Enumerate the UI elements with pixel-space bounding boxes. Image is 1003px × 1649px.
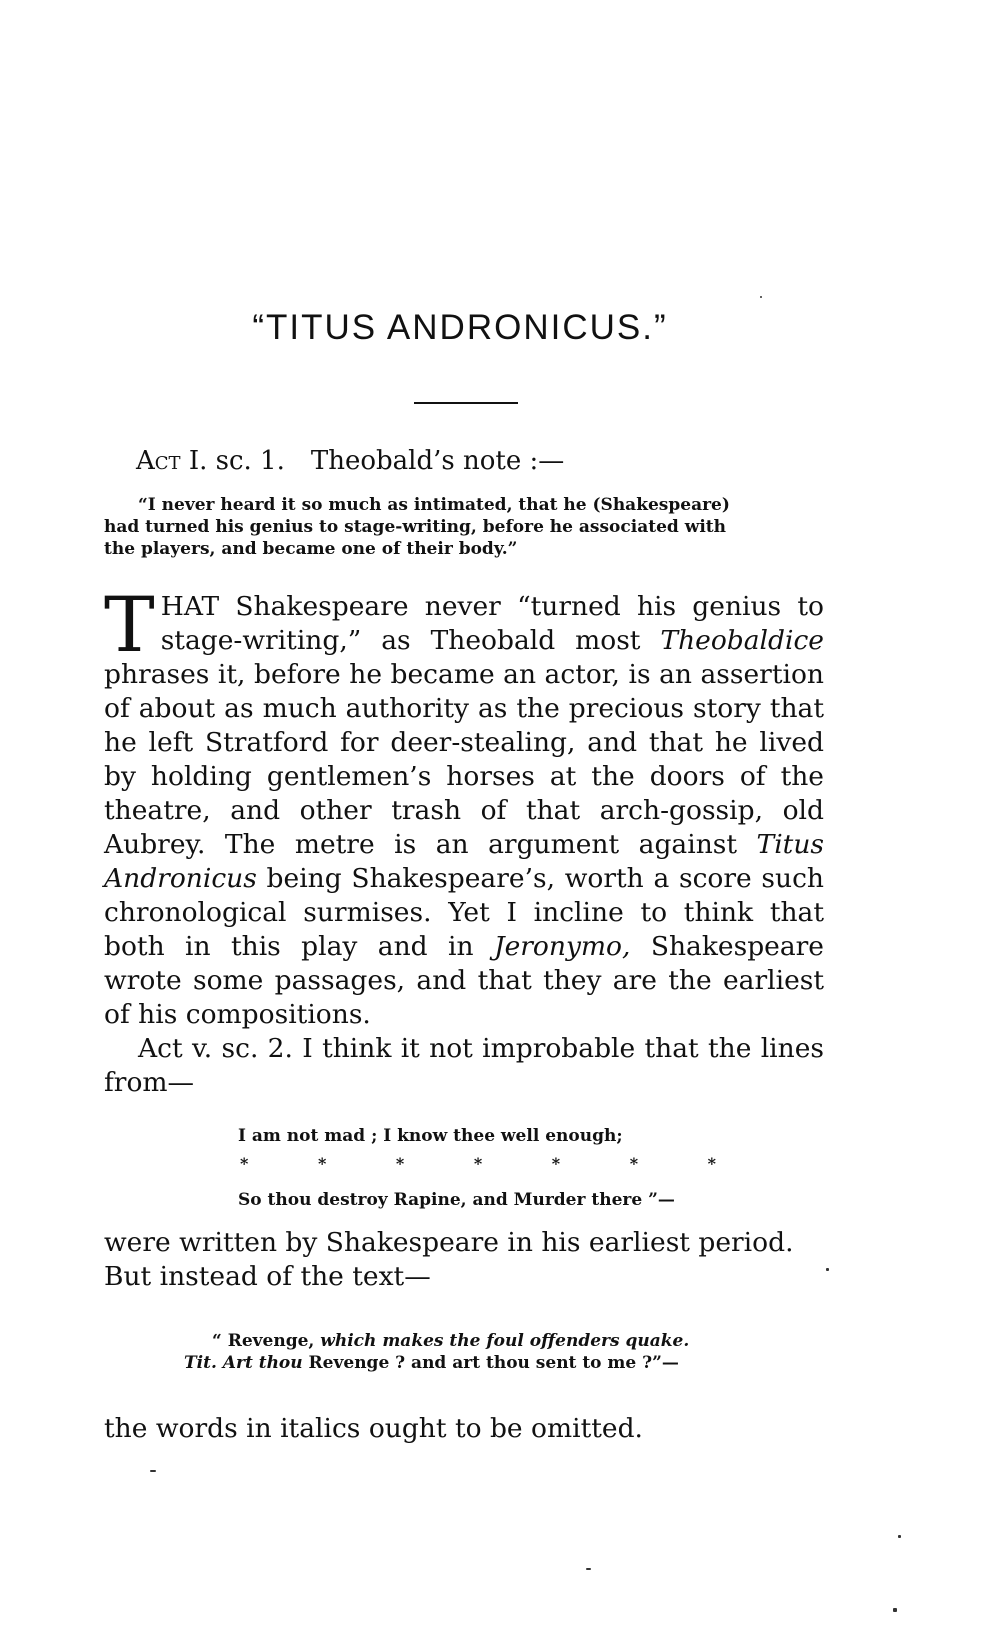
- quote-block-1: [238, 1122, 748, 1210]
- quote1-line-2: So thou destroy Rapine, and Murder there ”—: [238, 1190, 675, 1210]
- paragraph1-italic-titus: Titus Andronicus: [104, 829, 824, 894]
- print-speck: [826, 1268, 829, 1271]
- paragraph3-line-1: were written by Shakespeare in his earliest period.: [104, 1227, 794, 1258]
- paragraph1-italic-theobaldice: Theobaldice: [660, 625, 824, 656]
- page-title: “TITUS ANDRONICUS.”: [252, 308, 668, 347]
- note-line-3: the players, and became one of their body.”: [104, 539, 518, 559]
- print-speck: [586, 1568, 591, 1570]
- act-heading: [136, 446, 564, 476]
- quote2-line-1: [184, 1330, 689, 1352]
- act-heading-rest: I. sc. 1. Theobald’s note :—: [180, 446, 565, 476]
- quote-block-2: [184, 1330, 689, 1374]
- drop-cap: T: [104, 580, 155, 669]
- quote2-line1-italic: which makes the foul offenders quake.: [320, 1331, 690, 1351]
- paragraph3: [104, 1226, 824, 1294]
- print-speck: [760, 296, 762, 298]
- paragraph1-italic-jeronymo: Jeronymo,: [493, 931, 631, 962]
- note-line-1: “I never heard it so much as intimated, that he (Shakespeare): [138, 495, 730, 515]
- quote2-line-2: [184, 1352, 689, 1374]
- quote2-line1-text: “ Revenge,: [212, 1331, 321, 1351]
- paragraph1-text-a: HAT Shakespeare never “turned his genius to stage-writing,” as Theobald most: [160, 591, 824, 656]
- print-speck: [893, 1608, 897, 1612]
- paragraph1-text-c: being Shakespeare’s, worth a score such chronological surmises. Yet I incline to think that both in this play and in: [104, 863, 824, 962]
- theobald-note: [104, 494, 824, 560]
- paragraph4: the words in italics ought to be omitted.: [104, 1413, 643, 1444]
- paragraph2: Act v. sc. 2. I think it not improbable that the lines from—: [104, 1033, 824, 1098]
- quote2-line2-text: Revenge ? and art thou sent to me ?”—: [302, 1353, 679, 1373]
- paragraph1-text-b: phrases it, before he became an actor, is an assertion of about as much authority as the precious story that he left Stratford for deer-stealing, and that he lived by holding gentlemen’s horses at the doors of the theatre, and other trash of that arch-gossip, old Aubrey. The metre is an argument against: [104, 659, 824, 860]
- quote1-line-1: I am not mad ; I know thee well enough;: [238, 1126, 623, 1146]
- paragraph3-line-2: But instead of the text—: [104, 1261, 431, 1292]
- print-speck: [150, 1470, 156, 1472]
- print-speck: [898, 1535, 901, 1538]
- main-paragraph: [104, 580, 824, 1100]
- quote1-ellipsis-stars: * * * * * * *: [240, 1154, 748, 1173]
- title-rule: [414, 402, 518, 404]
- note-line-2: had turned his genius to stage-writing, before he associated with: [104, 517, 726, 537]
- act-label: Act: [136, 446, 181, 476]
- paragraph1-text-d: Shakespeare wrote some passages, and that they are the earliest of his compositions.: [104, 931, 824, 1030]
- quote2-line2-italic: Tit. Art thou: [184, 1353, 303, 1373]
